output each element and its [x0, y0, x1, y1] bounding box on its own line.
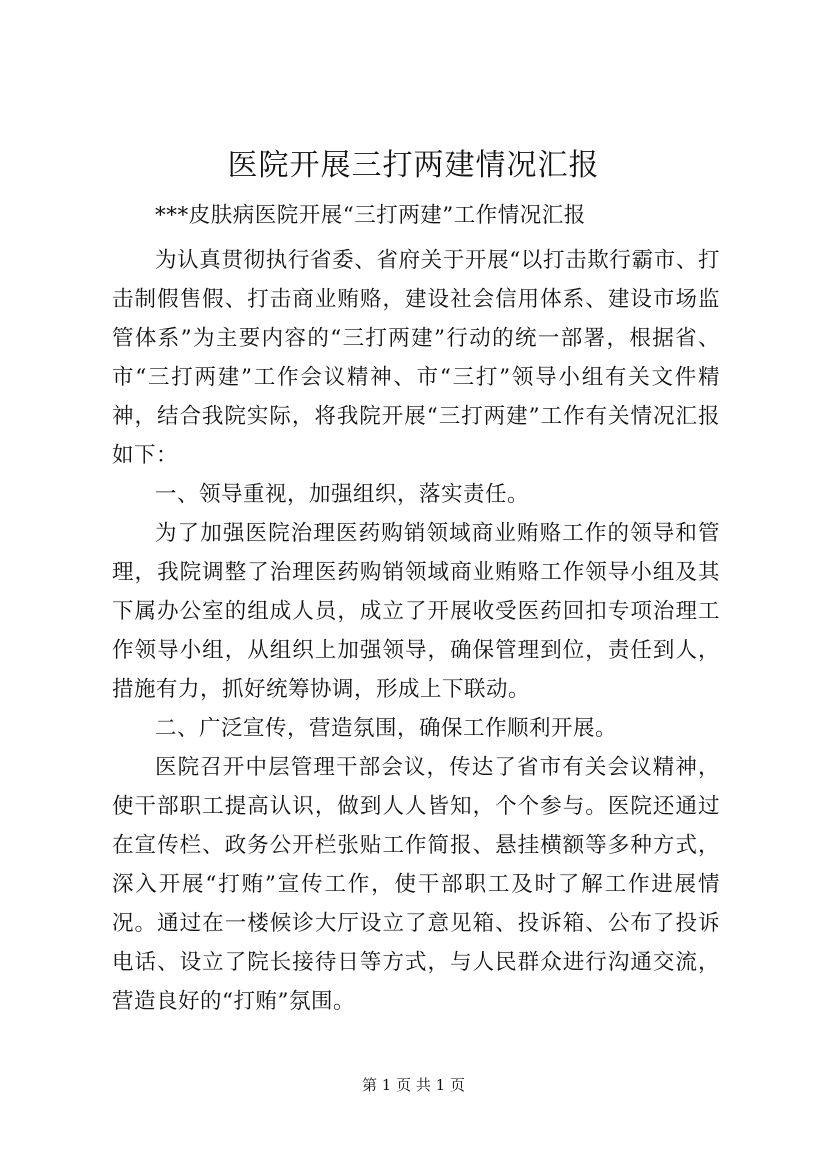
paragraph-section-1: 为了加强医院治理医药购销领域商业贿赂工作的领导和管理，我院调整了治理医药购销领域商业贿赂工作领导小组及其下属办公室的组成人员，成立了开展收受医药回扣专项治理工作领导小组，从组织上加强领导，确保管理到位，责任到人，措施有力，抓好统筹协调，形成上下联动。: [112, 521, 720, 702]
document-title: 医院开展三打两建情况汇报: [227, 148, 600, 183]
section-heading-1: 一、领导重视，加强组织，落实责任。: [155, 482, 530, 507]
page-footer: 第 1 页 共 1 页: [362, 1076, 465, 1094]
document-body: [112, 196, 720, 1021]
section-heading-2: 二、广泛宣传，营造氛围，确保工作顺利开展。: [155, 716, 618, 741]
paragraph-intro: 为认真贯彻执行省委、省府关于开展“以打击欺行霸市、打击制假售假、打击商业贿赂，建设社会信用体系、建设市场监管体系”为主要内容的“三打两建”行动的统一部署，根据省、市“三打两建”工作会议精神、市“三打”领导小组有关文件精神，结合我院实际，将我院开展“三打两建”工作有关情况汇报如下：: [112, 248, 720, 468]
document-subtitle: ***皮肤病医院开展“三打两建”工作情况汇报: [155, 203, 586, 228]
paragraph-section-2: 医院召开中层管理干部会议，传达了省市有关会议精神，使干部职工提高认识，做到人人皆知，个个参与。医院还通过在宣传栏、政务公开栏张贴工作简报、悬挂横额等多种方式，深入开展“打贿”宣传工作，使干部职工及时了解工作进展情况。通过在一楼候诊大厅设立了意见箱、投诉箱、公布了投诉电话、设立了院长接待日等方式，与人民群众进行沟通交流，营造良好的“打贿”氛围。: [112, 755, 720, 1014]
